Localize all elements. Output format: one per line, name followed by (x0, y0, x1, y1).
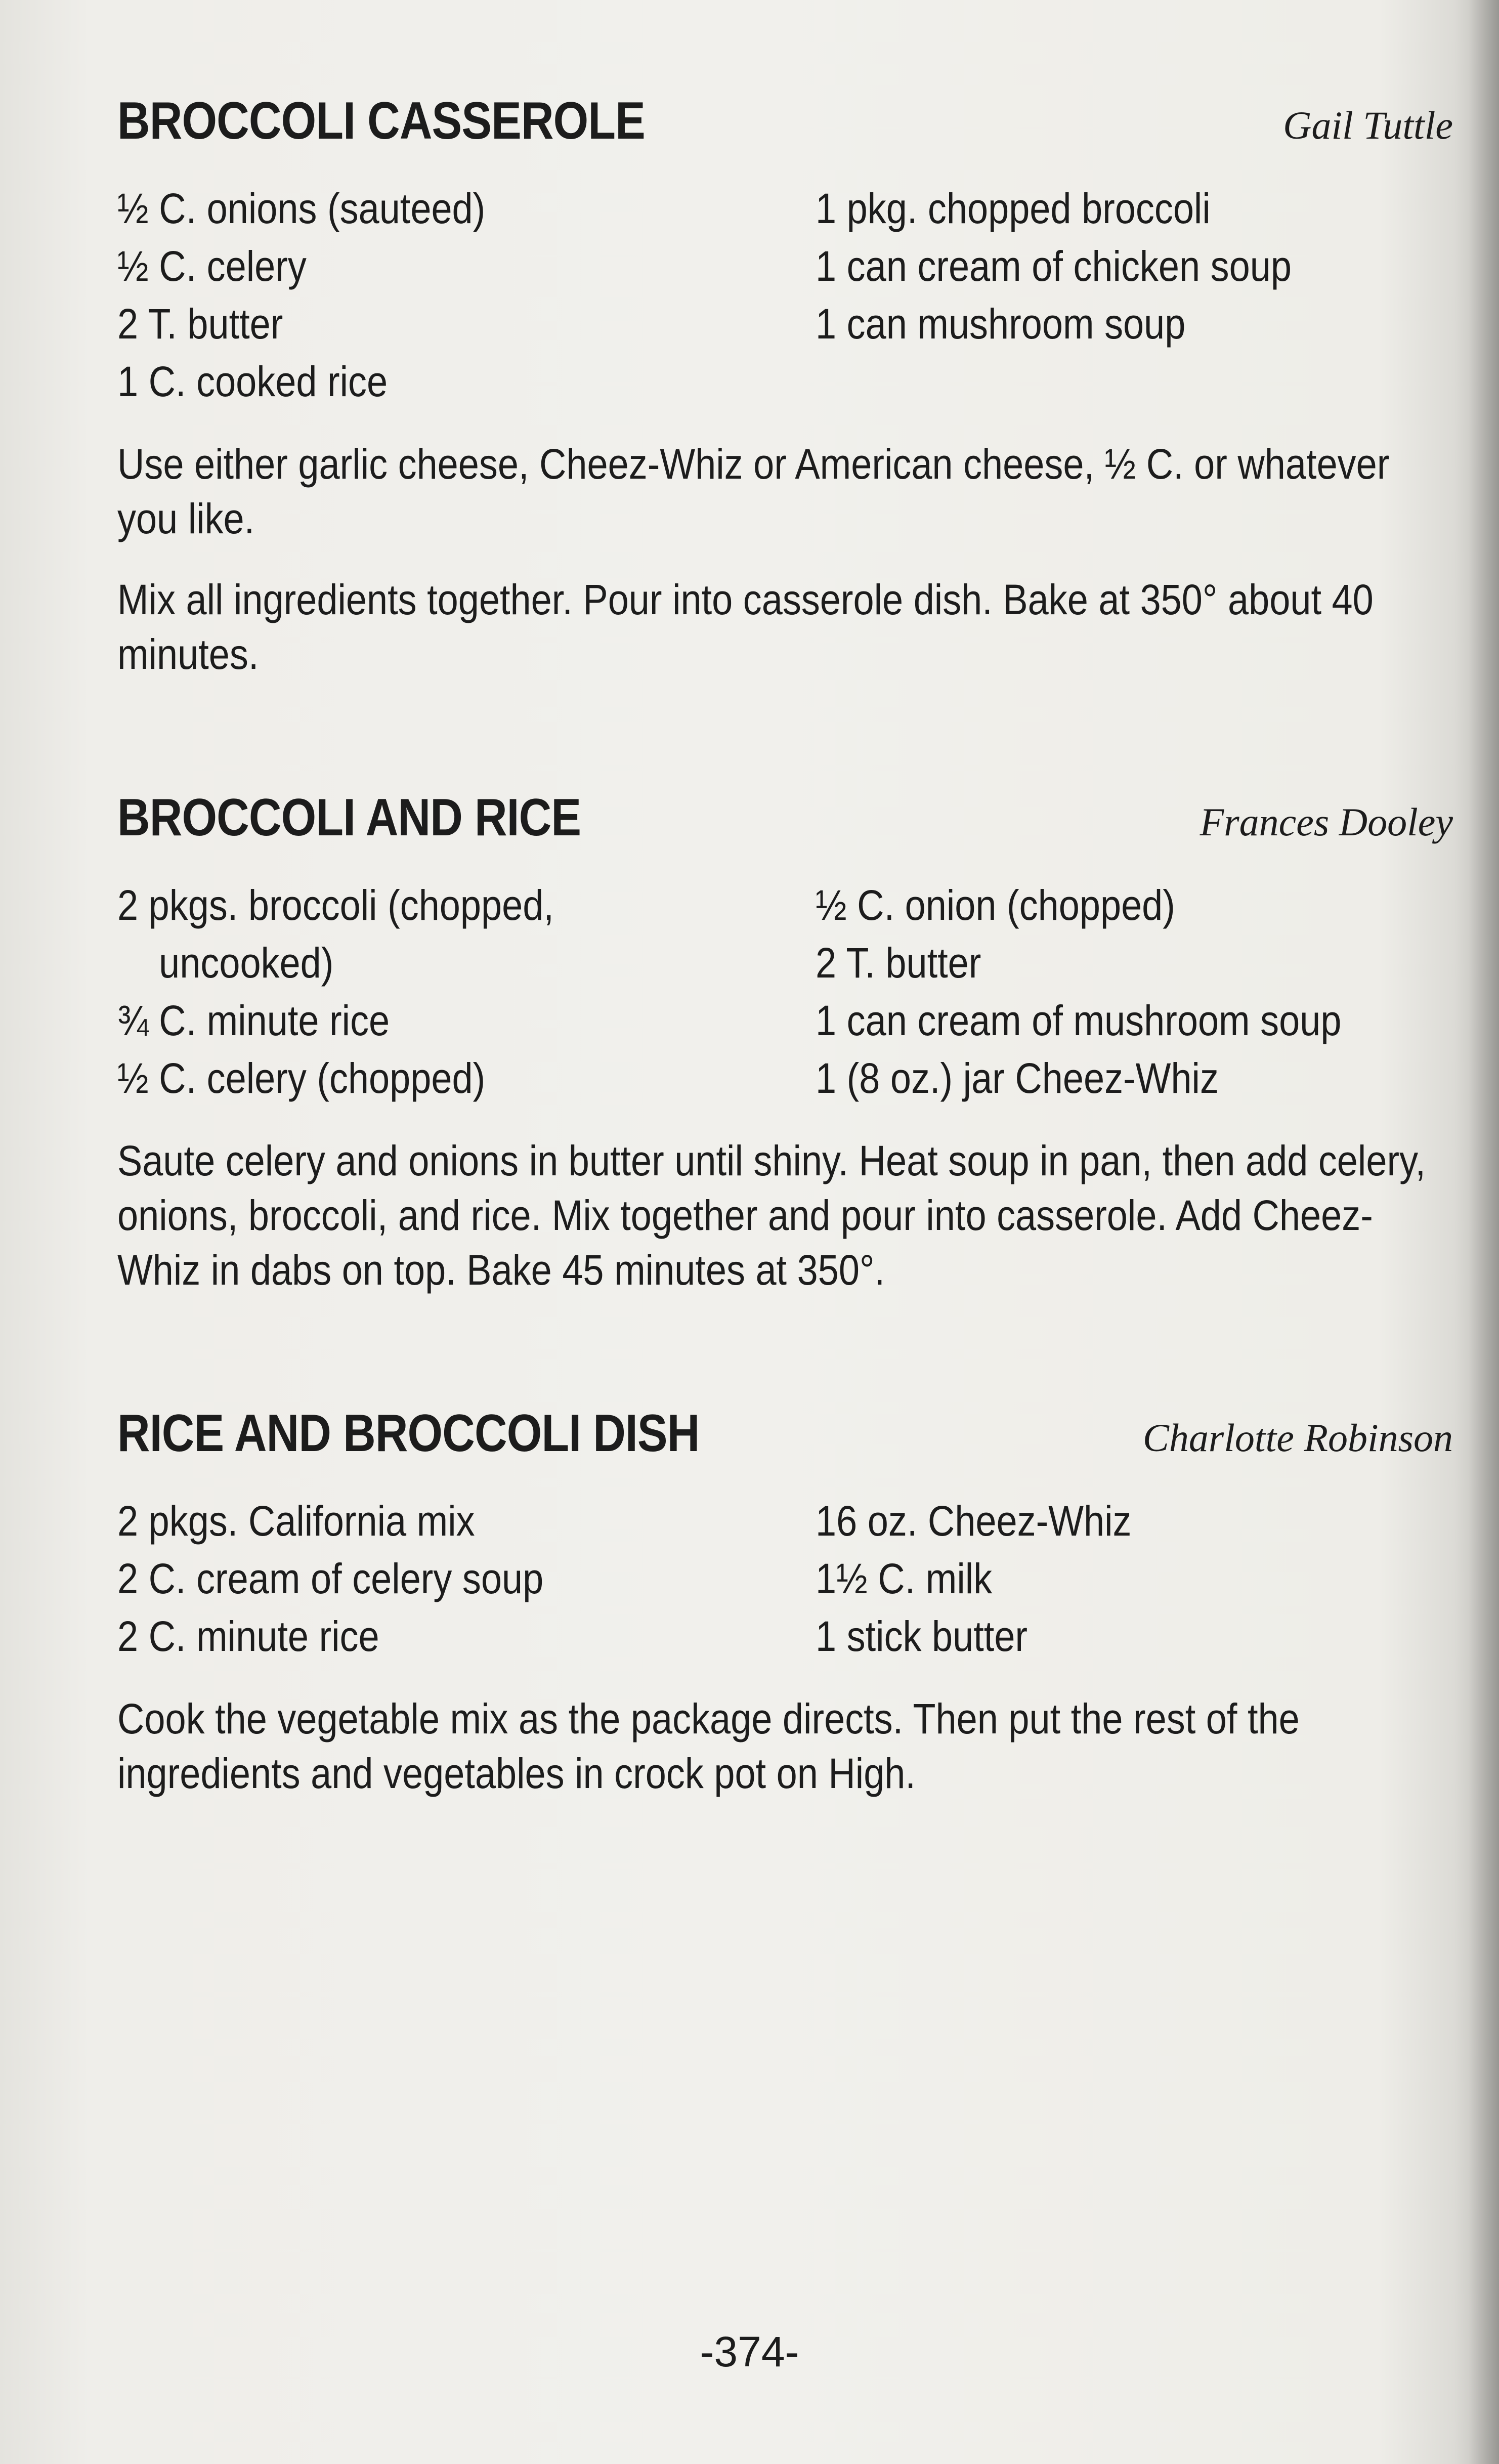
ingredient: 2 T. butter (117, 300, 283, 348)
ingredient: 2 pkgs. broccoli (chopped, (117, 881, 554, 929)
ingredient-list (117, 1494, 1453, 1663)
ingredient: 1 (8 oz.) jar Cheez-Whiz (816, 1054, 1219, 1102)
ingredient: ¾ C. minute rice (117, 997, 390, 1044)
recipe-instructions: Mix all ingredients together. Pour into casserole dish. Bake at 350° about 40 minutes. (117, 576, 1374, 678)
recipe-instructions: Saute celery and onions in butter until shiny. Heat soup in pan, then add celery, onions, broccoli, and rice. Mix together and pour into casserole. Add Cheez-Whiz in dabs on top. Bake 45 minutes at 350°. (117, 1137, 1426, 1294)
ingredient: 2 C. cream of celery soup (117, 1555, 544, 1602)
binding-shadow (1469, 0, 1499, 2464)
recipe-title: RICE AND BROCCOLI DISH (117, 1404, 700, 1463)
recipe-title: BROCCOLI AND RICE (117, 788, 581, 847)
ingredient: 2 pkgs. California mix (117, 1497, 475, 1545)
recipe-header (117, 91, 1453, 151)
ingredient: 1 can cream of mushroom soup (816, 997, 1342, 1044)
ingredient: 1 can mushroom soup (816, 300, 1186, 348)
recipe-title: BROCCOLI CASSEROLE (117, 92, 645, 150)
recipe-instructions: Use either garlic cheese, Cheez-Whiz or American cheese, ½ C. or whatever you like. (117, 440, 1390, 542)
page-number: -374- (700, 2328, 799, 2375)
recipe-broccoli-and-rice (117, 788, 1453, 1297)
ingredient (816, 355, 1377, 408)
ingredient: 1 stick butter (816, 1612, 1028, 1660)
ingredient: ½ C. celery (chopped) (117, 1054, 486, 1102)
recipe-instructions: Cook the vegetable mix as the package directs. Then put the rest of the ingredients and vegetables in crock pot on High. (117, 1695, 1300, 1797)
recipe-rice-and-broccoli-dish (117, 1404, 1453, 1801)
ingredient: 1 can cream of chicken soup (816, 242, 1292, 290)
recipe-header (117, 1404, 1453, 1464)
ingredient: ½ C. onion (chopped) (816, 881, 1175, 929)
ingredient: 1 C. cooked rice (117, 358, 388, 405)
ingredient-list (117, 182, 1453, 408)
ingredient: uncooked) (117, 939, 334, 987)
recipe-author: Gail Tuttle (1283, 103, 1453, 147)
ingredient: ½ C. onions (sauteed) (117, 185, 486, 232)
ingredient-list (117, 878, 1453, 1105)
recipe-author: Charlotte Robinson (1142, 1416, 1453, 1460)
recipe-header (117, 788, 1453, 848)
ingredient: 1½ C. milk (816, 1555, 993, 1602)
ingredient: 16 oz. Cheez-Whiz (816, 1497, 1132, 1545)
ingredient: 1 pkg. chopped broccoli (816, 185, 1211, 232)
ingredient: ½ C. celery (117, 242, 307, 290)
ingredient: 2 T. butter (816, 939, 981, 987)
ingredient: 2 C. minute rice (117, 1612, 379, 1660)
recipe-author: Frances Dooley (1200, 800, 1453, 844)
recipe-column (117, 91, 1453, 1907)
recipe-broccoli-casserole (117, 91, 1453, 682)
